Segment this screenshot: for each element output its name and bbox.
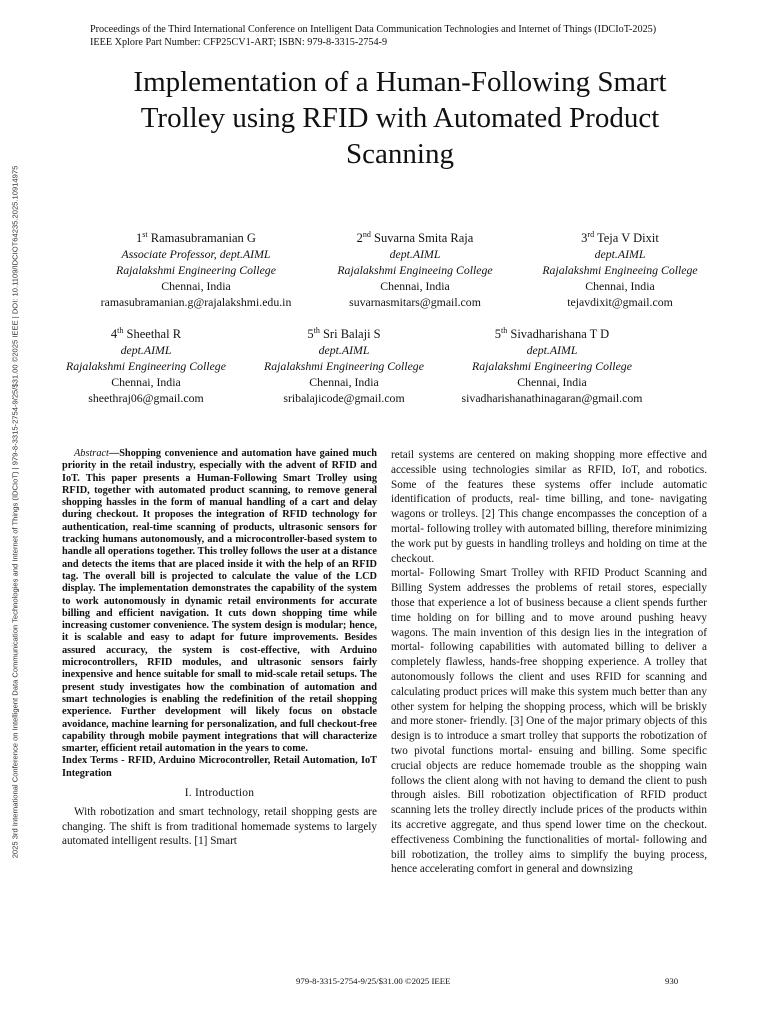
author-name: Ramasubramanian G (150, 231, 256, 246)
conference-header-line2: IEEE Xplore Part Number: CFP25CV1-ART; ISBN: 979-8-3315-2754-9 (90, 37, 388, 48)
author-email[interactable]: tejavdixit@gmail.com (567, 295, 673, 310)
author-name: Teja V Dixit (596, 231, 659, 246)
author-block (462, 323, 643, 406)
author-ordinal-suffix: th (117, 326, 124, 335)
abstract-dash: — (108, 448, 120, 459)
author-block (101, 227, 292, 310)
author-location: Chennai, India (517, 375, 587, 390)
doi-sidebar (0, 0, 30, 1024)
author-email[interactable]: sribalajicode@gmail.com (283, 391, 405, 406)
author-role: Associate Professor, dept.AIML (121, 247, 271, 262)
author-org: Rajalakshmi Engineeing College (337, 263, 493, 278)
author-ordinal-suffix: th (313, 326, 320, 335)
author-ordinal: 4 (110, 327, 118, 342)
abstract (62, 448, 377, 755)
page-number: 930 (665, 976, 679, 986)
author-role: dept.AIML (318, 343, 370, 358)
author-ordinal: 5 (307, 327, 314, 342)
author-email[interactable]: ramasubramanian.g@rajalakshmi.edu.in (100, 295, 292, 310)
author-block (337, 227, 492, 310)
abstract-label: Abstract (74, 448, 109, 459)
author-email[interactable]: suvarnasmitars@gmail.com (349, 295, 481, 310)
author-email[interactable]: sheethraj06@gmail.com (88, 391, 204, 406)
title-line: Scanning (346, 138, 454, 170)
doi-sidebar-text: 2025 3rd International Conference on Intelligent Data Communication Technologies and Internet of Things (IDCIoT) | 979-8-3315-2754-9/25/$31.00 ©2025 IEEE | DOI: 10.1109/IDCIOT64235.2025.10914975 (10, 165, 20, 859)
author-ordinal-suffix: rd (587, 230, 595, 239)
author-org: Rajalakshmi Engineeing College (542, 263, 698, 278)
author-ordinal-suffix: nd (362, 230, 371, 239)
author-ordinal: 5 (494, 327, 502, 342)
author-name: Sivadharishana T D (510, 327, 610, 342)
author-location: Chennai, India (161, 279, 231, 294)
author-ordinal-suffix: th (501, 326, 508, 335)
author-ordinal: 2 (356, 231, 363, 246)
author-role: dept.AIML (120, 343, 172, 358)
author-location: Chennai, India (380, 279, 450, 294)
footer-copyright: 979-8-3315-2754-9/25/$31.00 ©2025 IEEE (296, 976, 451, 986)
author-email[interactable]: sivadharishanathinagaran@gmail.com (461, 391, 643, 406)
author-ordinal: 1 (136, 231, 143, 246)
right-column (391, 448, 707, 877)
author-block (66, 323, 226, 406)
author-role: dept.AIML (526, 343, 578, 358)
paper-title (80, 64, 720, 172)
title-line: Trolley using RFID with Automated Product (140, 102, 660, 134)
author-org: Rajalakshmi Engineering College (472, 359, 632, 374)
intro-paragraph: With robotization and smart technology, retail shopping gests are changing. The shift is from traditional homemade systems to largely automated intelligent results. [1] Smart (62, 805, 377, 848)
author-block (542, 227, 697, 310)
title-line: Implementation of a Human-Following Smart (133, 66, 667, 98)
author-org: Rajalakshmi Engineering College (264, 359, 424, 374)
left-column (62, 448, 377, 849)
author-org: Rajalakshmi Engineering College (66, 359, 226, 374)
author-location: Chennai, India (111, 375, 181, 390)
section-heading-introduction: I. Introduction (184, 787, 255, 800)
author-location: Chennai, India (585, 279, 655, 294)
author-ordinal-suffix: st (142, 230, 148, 239)
author-name: Suvarna Smita Raja (374, 231, 474, 246)
author-name: Sri Balaji S (322, 327, 381, 342)
author-block (264, 323, 424, 406)
abstract-text: Shopping convenience and automation have gained much priority in the retail industry, especially with the advent of RFID and IoT. This paper presents a Human-Following Smart Trolley using RFID, together with automated product scanning, to remove general shopping hassles in the form of manual handling of a cart and delay during checkout. It proposes the integration of RFID technology for authentication, real-time scanning of products, ultrasonic sensors for tracking humans autonomously, and a microcontroller-based system to handle all operations together. This trolley follows the user at a distance and detects the items that are placed inside it with the help of an RFID tag. The overall bill is projected to calculate the value of the LCD display. The implementation demonstrates the capability of the system to work autonomously in dynamic retail environments for accurate billing and efficient navigation. It cuts down shopping time while increasing customer convenience. The system design is modular; hence, it is scalable and easy to adapt for future improvements. Besides assured accuracy, the system is cost-effective, with Arduino microcontrollers, RFID modules, and ultrasonic sensors fairly inexpensive and hence suitable for small to mid-scale retail setups. The present study investigates how the combination of automation and smart technologies is enabling the redefinition of the retail shopping experience. Further development will likely focus on obstacle avoidance, machine learning for personalization, and full checkout-free capability through mobile payment integrations that will characterize smarter, efficient retail automation in the years to come. (62, 448, 377, 755)
author-org: Rajalakshmi Engineering College (116, 263, 276, 278)
body-paragraph: mortal- Following Smart Trolley with RFID Product Scanning and Billing System addresses the problems of retail stores, especially those that experience a lot of business because a client spends further time holding on for billing and to move around pushing heavy wagons. The main invention of this design lies in the integration of mortal- following capabilities with automated billing to deliver a completely flawless, hands-free shopping experience. A trolley that autonomously follows the client and uses RFID for scanning and calculating product prices will make this system much better than any other system for helping the shopping process, which will be briskly and more stoner- friendly. [3] One of the major primary objects of this design is to introduce a smart trolley that supports the robotization of two pivotal functions mortal- ensuing and billing. Some specific crucial objects are reduce homemade trouble as the shopping wain follows the client along with not having to demand the client to push through aisles. Bill robotization objectification of RFID product scanning lets the trolley directly include prices of the products within its accretive aggregate, and thus spend lower time on the checkout. effectiveness Combining the functionalities of mortal- following and bill robotization, the trolley aims to simplify the buying process, hence accelerating comfort in general and downsizing (391, 567, 707, 876)
conference-header-line1: Proceedings of the Third International Conference on Intelligent Data Communication Technologies and Internet of Things (IDCIoT-2025) (90, 24, 657, 35)
author-location: Chennai, India (309, 375, 379, 390)
author-role: dept.AIML (389, 247, 441, 262)
author-name: Sheethal R (126, 327, 182, 342)
body-paragraph: retail systems are centered on making shopping more effective and accessible using technologies similar as RFID, IoT, and robotics. Some of the features these systems offer include automatic identification of products, real- time billing, and tone- navigating wagons or trolleys. [2] This change encompasses the conception of a mortal- following trolley with automated billing, therefore minimizing the work put by guests in handling trolleys and holding on time at the checkout. (391, 449, 707, 565)
index-terms: Index Terms - RFID, Arduino Microcontroller, Retail Automation, IoT Integration (62, 755, 377, 779)
author-ordinal: 3 (581, 231, 588, 246)
author-role: dept.AIML (594, 247, 646, 262)
